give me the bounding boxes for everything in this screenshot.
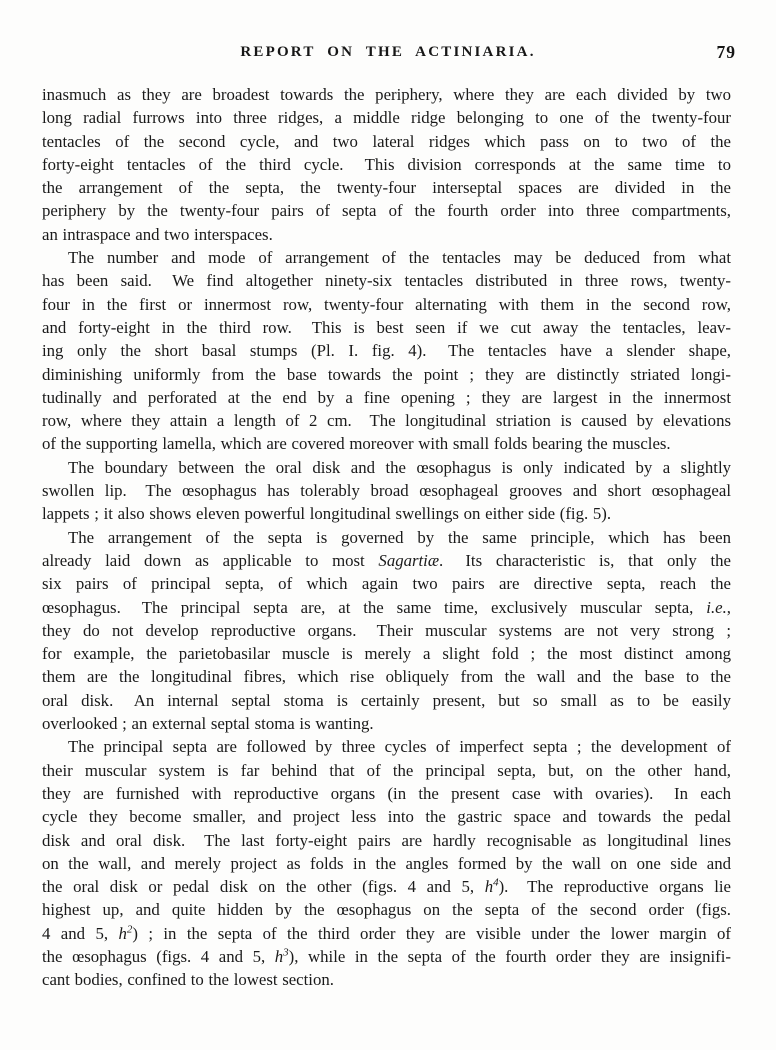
text-run: . Its characteristic is, that only the bbox=[439, 550, 731, 570]
text-line bbox=[42, 875, 731, 898]
text-column bbox=[42, 83, 731, 992]
text-line bbox=[42, 316, 731, 339]
text-line bbox=[42, 596, 731, 619]
paragraph bbox=[42, 83, 731, 246]
text-run: h bbox=[118, 923, 127, 943]
text-line bbox=[42, 386, 731, 409]
paragraph bbox=[42, 526, 731, 736]
text-run: tentacles of the second cycle, and two lateral ridges which pass on to two of the bbox=[42, 131, 731, 151]
text-line bbox=[42, 689, 731, 712]
text-line bbox=[42, 153, 731, 176]
running-head bbox=[0, 44, 776, 64]
text-run: i.e. bbox=[706, 597, 727, 617]
text-run: forty-eight tentacles of the third cycle. This division corresponds at the same time to bbox=[42, 154, 731, 174]
text-run: an intraspace and two interspaces. bbox=[42, 224, 273, 244]
text-run: , bbox=[726, 597, 731, 617]
text-run: highest up, and quite hidden by the œsophagus on the septa of the second order (figs. bbox=[42, 900, 731, 920]
text-line bbox=[42, 409, 731, 432]
text-line bbox=[42, 83, 731, 106]
text-run: ) ; in the septa of the third order they are visible under the lower margin of bbox=[132, 923, 731, 943]
text-line bbox=[42, 572, 731, 595]
text-run: œsophagus. The principal septa are, at the same time, exclusively muscular septa, bbox=[42, 597, 707, 617]
paragraph bbox=[42, 735, 731, 991]
text-run: for example, the parietobasilar muscle is merely a slight fold ; the most distinct among bbox=[42, 644, 731, 664]
text-line bbox=[42, 199, 731, 222]
text-run: on the wall, and merely project as folds in the angles formed by the wall on one side and bbox=[42, 853, 731, 873]
text-run: ). The reproductive organs lie bbox=[498, 877, 731, 897]
text-run: disk and oral disk. The last forty-eight pairs are hardly recognisable as longitudinal lines bbox=[42, 830, 731, 850]
text-run: has been said. We find altogether ninety-six tentacles distributed in three rows, twenty- bbox=[42, 271, 731, 291]
text-run: the arrangement of the septa, the twenty-four interseptal spaces are divided in the bbox=[42, 178, 731, 198]
text-line bbox=[42, 898, 731, 921]
text-run: h bbox=[274, 946, 284, 966]
text-run: overlooked ; an external septal stoma is wanting. bbox=[42, 714, 374, 734]
text-line bbox=[42, 432, 731, 455]
text-line bbox=[42, 293, 731, 316]
text-line bbox=[42, 223, 731, 246]
text-line bbox=[42, 339, 731, 362]
text-run: periphery by the twenty-four pairs of septa of the fourth order into three compartments, bbox=[42, 201, 731, 221]
text-line bbox=[42, 479, 731, 502]
text-line bbox=[42, 269, 731, 292]
text-run: 2 bbox=[126, 923, 133, 936]
text-run: The principal septa are followed by three cycles of imperfect septa ; the development of bbox=[68, 737, 731, 757]
text-run: 4 and 5, bbox=[42, 923, 119, 943]
text-line bbox=[42, 759, 731, 782]
text-line bbox=[42, 526, 731, 549]
text-run: inasmuch as they are broadest towards the periphery, where they are each divided by two bbox=[42, 85, 731, 104]
text-run: 4 bbox=[493, 876, 499, 889]
text-run: swollen lip. The œsophagus has tolerably broad œsophageal grooves and short œsophageal bbox=[42, 481, 731, 501]
text-line bbox=[42, 363, 731, 386]
text-run: their muscular system is far behind that of the principal septa, but, on the other hand, bbox=[42, 760, 731, 780]
text-run: four in the first or innermost row, twenty-four alternating with them in the second row, bbox=[42, 294, 731, 314]
text-line bbox=[42, 130, 731, 153]
text-line bbox=[42, 176, 731, 199]
text-run: cycle they become smaller, and project less into the gastric space and towards the pedal bbox=[42, 807, 731, 827]
text-run: The arrangement of the septa is governed by the same principle, which has been bbox=[68, 527, 731, 547]
text-run: diminishing uniformly from the base towards the point ; they are distinctly striated longi- bbox=[42, 364, 731, 384]
page-title: REPORT ON THE ACTINIARIA. bbox=[240, 44, 536, 60]
text-run: them are the longitudinal fibres, which rise obliquely from the wall and the base to the bbox=[42, 667, 731, 687]
text-run: The number and mode of arrangement of the tentacles may be deduced from what bbox=[68, 248, 731, 268]
text-line bbox=[42, 782, 731, 805]
text-line bbox=[42, 712, 731, 735]
text-run: h bbox=[484, 877, 494, 897]
text-line bbox=[42, 852, 731, 875]
text-run: row, where they attain a length of 2 cm. The longitudinal striation is caused by elevations bbox=[42, 411, 731, 431]
text-run: the oral disk or pedal disk on the other (figs. 4 and 5, bbox=[42, 877, 485, 897]
text-line bbox=[42, 922, 731, 945]
text-run: and forty-eight in the third row. This is best seen if we cut away the tentacles, leav- bbox=[42, 317, 731, 337]
text-line bbox=[42, 735, 731, 758]
text-line bbox=[42, 502, 731, 525]
text-run: long radial furrows into three ridges, a middle ridge belonging to one of the twenty-four bbox=[42, 108, 731, 128]
text-run: ing only the short basal stumps (Pl. I. fig. 4). The tentacles have a slender shape, bbox=[42, 341, 731, 361]
text-run: ), while in the septa of the fourth order they are insignifi- bbox=[288, 946, 731, 966]
text-line bbox=[42, 642, 731, 665]
text-run: cant bodies, confined to the lowest section. bbox=[42, 970, 334, 990]
text-run: the œsophagus (figs. 4 and 5, bbox=[42, 946, 275, 966]
page-number: 79 bbox=[716, 42, 736, 62]
text-line bbox=[42, 549, 731, 572]
paragraph bbox=[42, 456, 731, 526]
text-line bbox=[42, 805, 731, 828]
text-line bbox=[42, 106, 731, 129]
text-line bbox=[42, 456, 731, 479]
text-run: six pairs of principal septa, of which again two pairs are directive septa, reach the bbox=[42, 574, 731, 594]
text-line bbox=[42, 829, 731, 852]
text-run: of the supporting lamella, which are covered moreover with small folds bearing the muscles. bbox=[42, 434, 671, 454]
text-run: oral disk. An internal septal stoma is certainly present, but so small as to be easily bbox=[42, 690, 731, 710]
text-run: Sagartiæ bbox=[378, 550, 440, 570]
text-line bbox=[42, 945, 731, 968]
text-line bbox=[42, 665, 731, 688]
text-line bbox=[42, 246, 731, 269]
text-run: already laid down as applicable to most bbox=[42, 550, 379, 570]
text-run: tudinally and perforated at the end by a fine opening ; they are largest in the innermost bbox=[42, 387, 731, 407]
text-run: they are furnished with reproductive organs (in the present case with ovaries). In each bbox=[42, 783, 731, 803]
text-run: lappets ; it also shows eleven powerful longitudinal swellings on either side (fig. 5). bbox=[42, 504, 612, 524]
text-line bbox=[42, 619, 731, 642]
text-run: 3 bbox=[283, 946, 289, 959]
paragraph bbox=[42, 246, 731, 456]
text-run: they do not develop reproductive organs. Their muscular systems are not very strong ; bbox=[42, 620, 731, 640]
text-line bbox=[42, 968, 731, 991]
text-run: The boundary between the oral disk and the œsophagus is only indicated by a slightly bbox=[68, 457, 731, 477]
